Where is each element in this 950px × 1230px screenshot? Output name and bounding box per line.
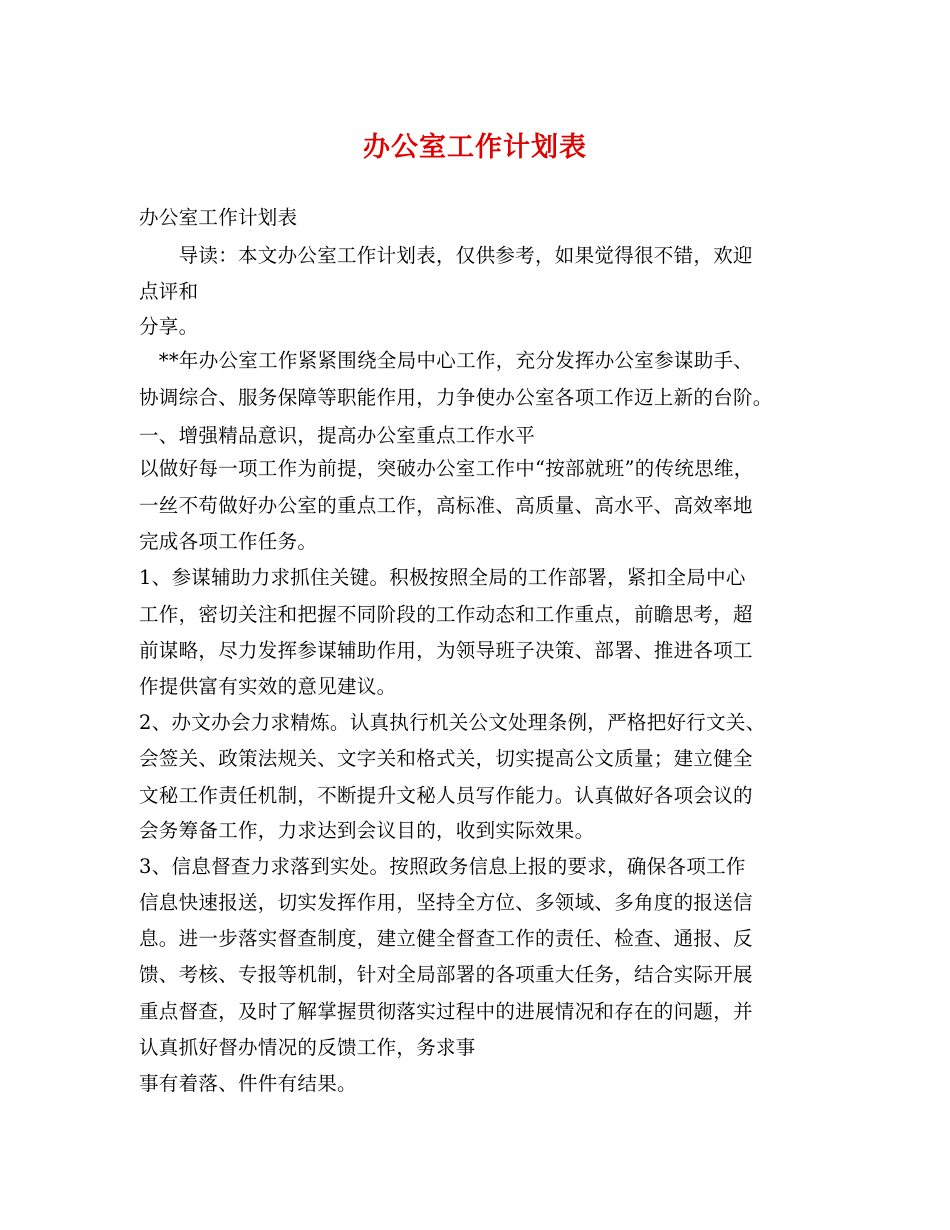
text-line: 2、办文办会力求精炼。认真执行机关公文处理条例，严格把好行文关、: [139, 711, 766, 734]
text-line: 1、参谋辅助力求抓住关键。积极按照全局的工作部署，紧扣全局中心: [139, 566, 746, 589]
text-line: 馈、考核、专报等机制，针对全局部署的各项重大任务，结合实际开展: [139, 963, 753, 986]
text-line: 分享。: [139, 315, 199, 338]
text-line: 3、信息督查力求落到实处。按照政务信息上报的要求，确保各项工作: [139, 855, 746, 878]
text-line: 会签关、政策法规关、文字关和格式关，切实提高公文质量；建立健全: [139, 747, 753, 770]
text-line: 协调综合、服务保障等职能作用，力争使办公室各项工作迈上新的台阶。: [139, 386, 773, 409]
text-line: 一丝不苟做好办公室的重点工作，高标准、高质量、高水平、高效率地: [139, 494, 753, 517]
text-line: 作提供富有实效的意见建议。: [139, 675, 397, 698]
text-line: 前谋略，尽力发挥参谋辅助作用，为领导班子决策、部署、推进各项工: [139, 639, 753, 662]
text-line: 重点督查，及时了解掌握贯彻落实过程中的进展情况和存在的问题，并: [139, 1000, 753, 1023]
text-line: 息。进一步落实督查制度，建立健全督查工作的责任、检查、通报、反: [139, 927, 753, 950]
text-line: 完成各项工作任务。: [139, 530, 318, 553]
text-line: 导读：本文办公室工作计划表，仅供参考，如果觉得很不错，欢迎: [139, 244, 753, 267]
subtitle-line: 办公室工作计划表: [139, 206, 298, 229]
text-line: 以做好每一项工作为前提，突破办公室工作中“按部就班”的传统思维，: [139, 457, 754, 480]
text-line: 事有着落、件件有结果。: [139, 1072, 357, 1095]
text-line: 文秘工作责任机制，不断提升文秘人员写作能力。认真做好各项会议的: [139, 784, 753, 807]
text-line: 会务筹备工作，力求达到会议目的，收到实际效果。: [139, 819, 595, 842]
text-line: **年办公室工作紧紧围绕全局中心工作，充分发挥办公室参谋助手、: [139, 349, 754, 372]
section-heading: 一、增强精品意识，提高办公室重点工作水平: [139, 424, 536, 447]
text-line: 工作，密切关注和把握不同阶段的工作动态和工作重点，前瞻思考，超: [139, 603, 753, 626]
text-line: 信息快速报送，切实发挥作用，坚持全方位、多领域、多角度的报送信: [139, 891, 753, 914]
document-title: 办公室工作计划表: [363, 132, 587, 163]
text-line: 认真抓好督办情况的反馈工作，务求事: [139, 1036, 476, 1059]
text-line: 点评和: [139, 280, 199, 303]
